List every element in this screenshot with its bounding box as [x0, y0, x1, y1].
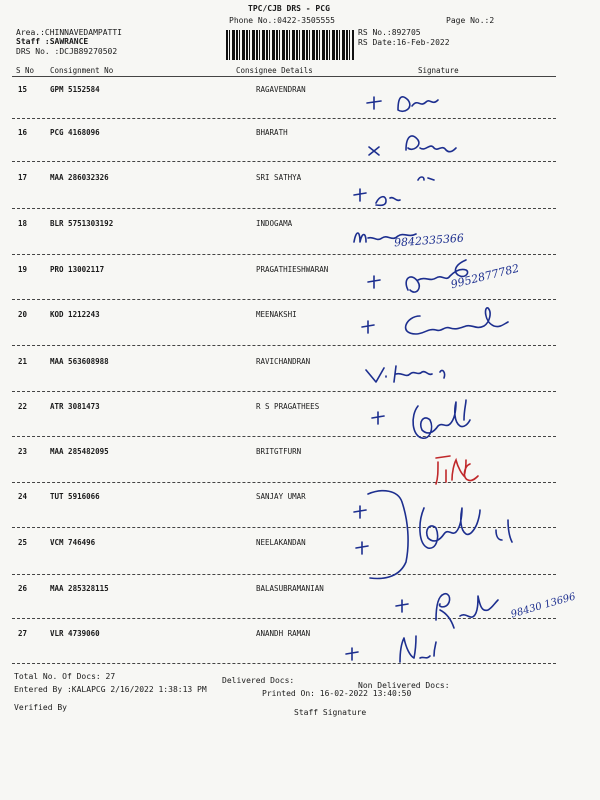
entered-by: Entered By :KALAPCG 2/16/2022 1:38:13 PM: [14, 685, 207, 694]
row-consignee: SRI SATHYA: [256, 173, 302, 182]
row-sno: 26: [18, 584, 28, 593]
row-sno: 25: [18, 538, 28, 547]
handwritten-phone: 9842335366: [393, 231, 465, 250]
drs-number: DRS No. :DCJB89270502: [16, 47, 118, 56]
area-label: Area.:CHINNAVEDAMPATTI: [16, 28, 122, 37]
document-title: TPC/CJB DRS - PCG: [248, 4, 330, 13]
row-consignee: INDOGAMA: [256, 219, 293, 228]
row-consignment: MAA 285328115: [50, 584, 109, 593]
row-consignment: KOD 1212243: [50, 310, 100, 319]
delivered-docs: Delivered Docs:: [222, 676, 295, 685]
column-consignment: Consignment No: [50, 66, 114, 75]
row-sno: 22: [18, 402, 28, 411]
printed-on: Printed On: 16-02-2022 13:40:50: [262, 689, 412, 698]
row-sno: 17: [18, 173, 28, 182]
row-consignee: NEELAKANDAN: [256, 538, 306, 547]
row-consignment: TUT 5916066: [50, 492, 100, 501]
row-sno: 19: [18, 265, 28, 274]
rs-number: RS No.:892705: [358, 28, 421, 37]
row-consignee: ANANDH RAMAN: [256, 629, 311, 638]
row-consignment: ATR 3081473: [50, 402, 100, 411]
phone-number: Phone No.:0422-3505555: [229, 16, 335, 25]
row-consignment: MAA 286032326: [50, 173, 109, 182]
row-sno: 20: [18, 310, 28, 319]
column-sno: S No: [16, 66, 35, 75]
handwritten-phone: 98430 13696: [509, 591, 577, 621]
row-consignee: SANJAY UMAR: [256, 492, 306, 501]
column-signature: Signature: [418, 66, 459, 75]
handwritten-phone: 9952877782: [449, 261, 521, 292]
row-consignment: VLR 4739060: [50, 629, 100, 638]
row-consignee: RAGAVENDRAN: [256, 85, 306, 94]
row-consignment: BLR 5751303192: [50, 219, 114, 228]
row-consignee: MEENAKSHI: [256, 310, 297, 319]
column-consignee: Consignee Details: [236, 66, 313, 75]
verified-by: Verified By: [14, 703, 67, 712]
row-consignee: R S PRAGATHEES: [256, 402, 320, 411]
row-sno: 21: [18, 357, 28, 366]
row-consignment: MAA 563608988: [50, 357, 109, 366]
row-consignment: MAA 285482095: [50, 447, 109, 456]
row-consignee: RAVICHANDRAN: [256, 357, 311, 366]
page-number: Page No.:2: [446, 16, 495, 25]
total-docs: Total No. Of Docs: 27: [14, 672, 116, 681]
row-sno: 16: [18, 128, 28, 137]
row-consignee: BALASUBRAMANIAN: [256, 584, 324, 593]
row-consignee: BHARATH: [256, 128, 288, 137]
row-consignee: BRITGTFURN: [256, 447, 302, 456]
row-consignment: VCM 746496: [50, 538, 96, 547]
row-consignment: PRO 13002117: [50, 265, 105, 274]
staff-label: Staff :SAWRANCE: [16, 37, 89, 46]
staff-signature: Staff Signature: [294, 708, 367, 717]
row-sno: 27: [18, 629, 28, 638]
row-sno: 18: [18, 219, 28, 228]
row-sno: 15: [18, 85, 28, 94]
row-sno: 23: [18, 447, 28, 456]
row-consignee: PRAGATHIESHWARAN: [256, 265, 329, 274]
row-sno: 24: [18, 492, 28, 501]
row-consignment: PCG 4168096: [50, 128, 100, 137]
rs-date: RS Date:16-Feb-2022: [358, 38, 450, 47]
non-delivered-docs: Non Delivered Docs:: [358, 681, 450, 690]
row-consignment: GPM 5152584: [50, 85, 100, 94]
